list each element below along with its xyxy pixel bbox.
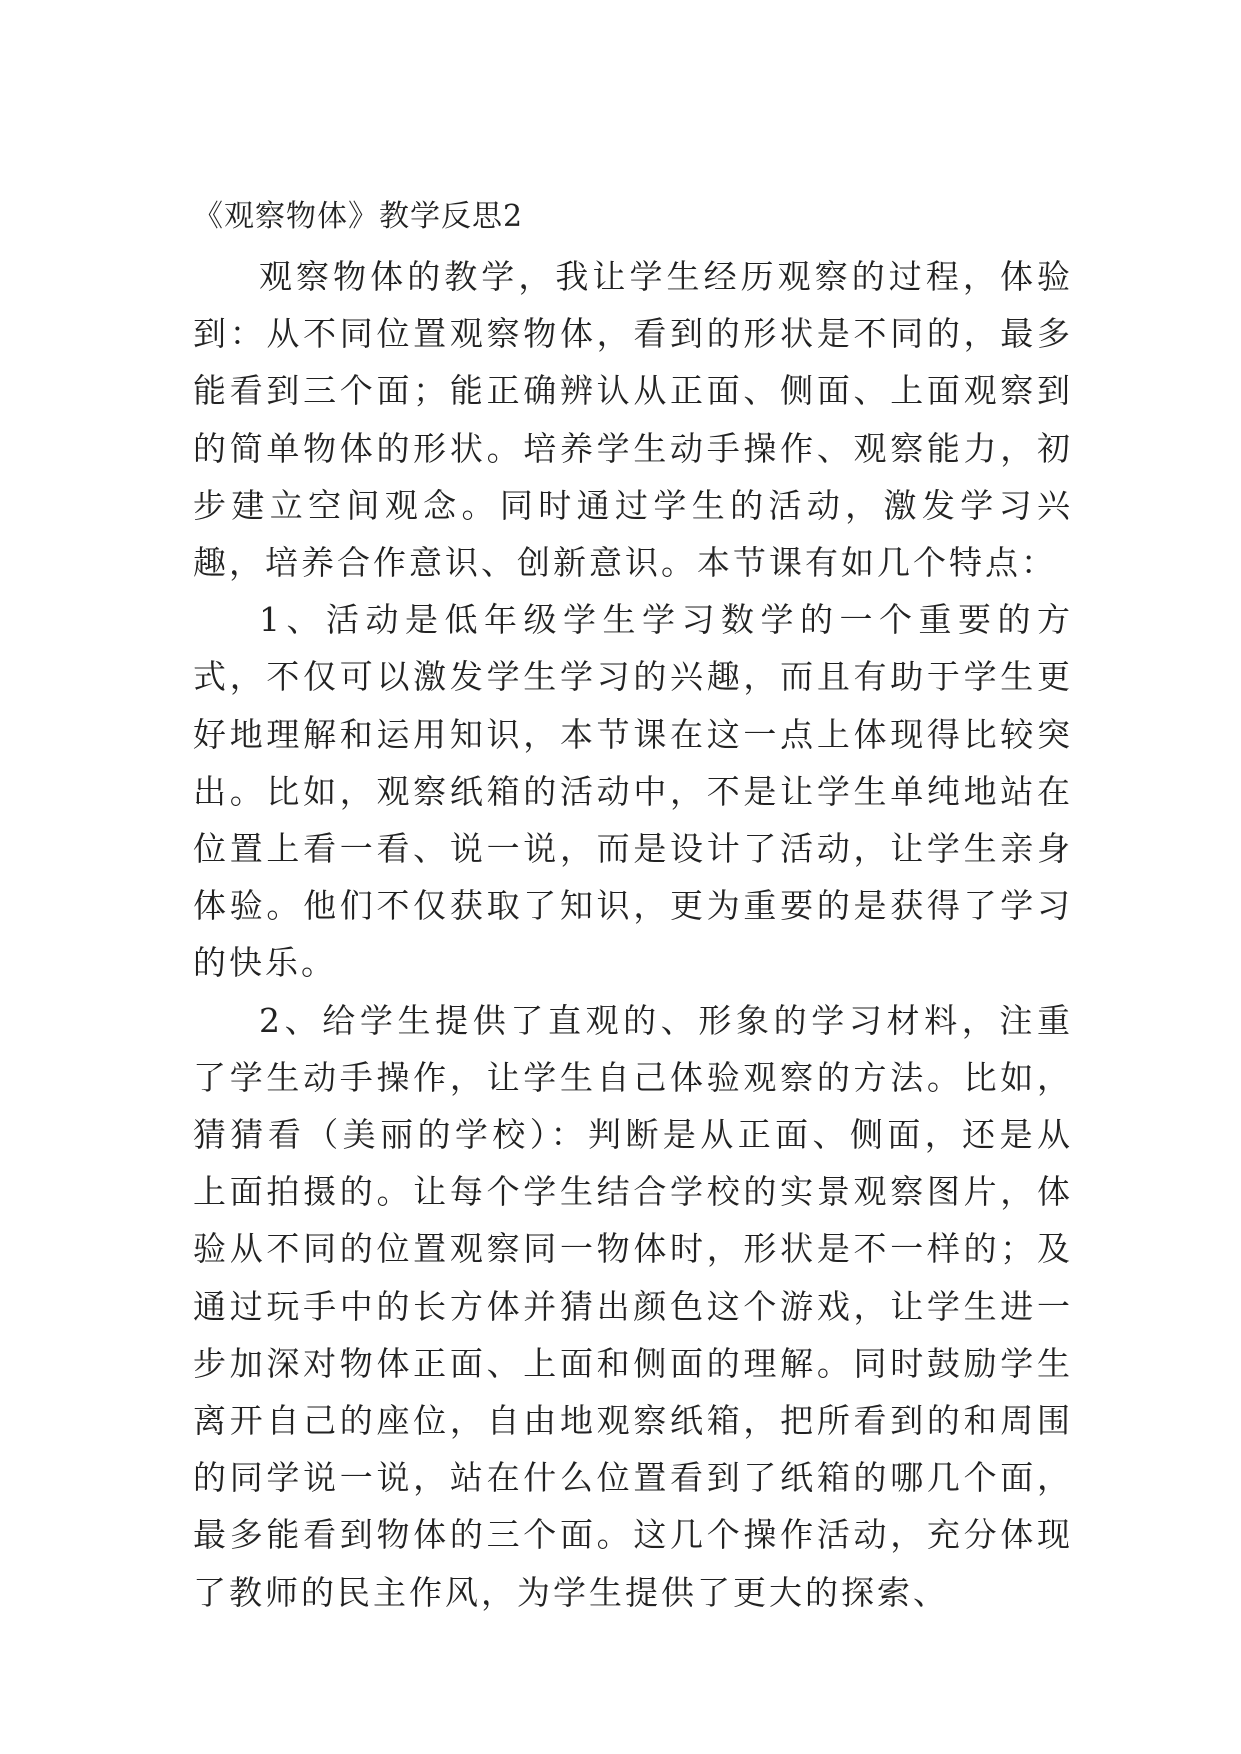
paragraph-point-2: 2、给学生提供了直观的、形象的学习材料，注重了学生动手操作，让学生自己体验观察的方法。比如，猜猜看（美丽的学校）：判断是从正面、侧面，还是从上面拍摄的。让每个学生结合学校的实景观察图片，体验从不同的位置观察同一物体时，形状是不一样的；及通过玩手中的长方体并猜出颜色这个游戏，让学生进一步加深对物体正面、上面和侧面的理解。同时鼓励学生离开自己的座位，自由地观察纸箱，把所看到的和周围的同学说一说，站在什么位置看到了纸箱的哪几个面，最多能看到物体的三个面。这几个操作活动，充分体现了教师的民主作风，为学生提供了更大的探索、 <box>193 1000 1073 1612</box>
paragraph-point-1: 1、活动是低年级学生学习数学的一个重要的方式，不仅可以激发学生学习的兴趣，而且有助于学生更好地理解和运用知识，本节课在这一点上体现得比较突出。比如，观察纸箱的活动中，不是让学生单纯地站在位置上看一看、说一说，而是设计了活动，让学生亲身体验。他们不仅获取了知识，更为重要的是获得了学习的快乐。 <box>193 600 1073 983</box>
paragraph-intro: 观察物体的教学，我让学生经历观察的过程，体验到：从不同位置观察物体，看到的形状是不同的，最多能看到三个面；能正确辨认从正面、侧面、上面观察到的简单物体的形状。培养学生动手操作、观察能力，初步建立空间观念。同时通过学生的活动，激发学习兴趣，培养合作意识、创新意识。本节课有如几个特点： <box>193 257 1073 583</box>
document-title: 《观察物体》教学反思2 <box>193 199 524 234</box>
document-body <box>193 248 1073 1621</box>
